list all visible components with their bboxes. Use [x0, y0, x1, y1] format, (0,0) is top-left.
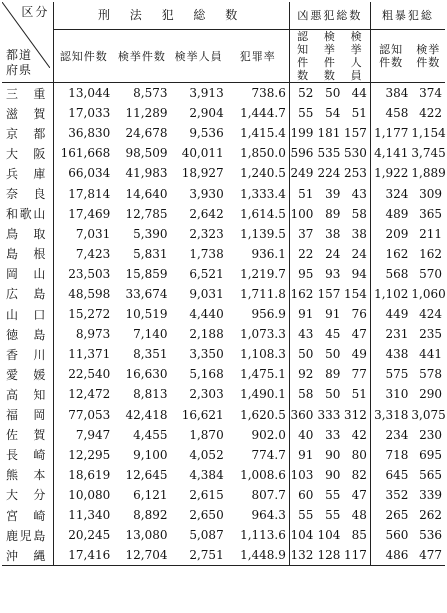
table-cell: 374	[419, 86, 442, 101]
prefecture-name: 岡山	[2, 264, 54, 284]
table-row	[2, 143, 445, 163]
table-cell: 365	[419, 206, 442, 221]
table-cell: 76	[343, 304, 370, 324]
table-cell: 17,469	[68, 206, 111, 221]
table-row	[2, 284, 445, 304]
column-header: 検挙件数	[316, 30, 343, 83]
table-cell: 1,738	[189, 246, 224, 261]
table-row	[2, 264, 445, 284]
table-cell: 47	[343, 324, 370, 344]
table-cell: 51	[343, 384, 370, 404]
table-cell: 1,475.1	[227, 364, 290, 384]
table-cell: 7,947	[75, 427, 111, 442]
prefecture-name: 愛媛	[2, 364, 54, 384]
table-cell: 1,177	[374, 126, 409, 141]
table-cell: 55	[325, 508, 341, 523]
table-cell: 2,188	[189, 327, 224, 342]
table-row	[2, 405, 445, 425]
table-cell: 333	[317, 407, 341, 422]
table-cell: 162	[419, 246, 442, 261]
table-cell: 12,645	[125, 467, 168, 482]
table-cell: 104	[317, 528, 341, 543]
table-cell: 10,519	[125, 307, 168, 322]
crime-statistics-table	[2, 2, 445, 566]
table-cell: 90	[325, 467, 341, 482]
table-row	[2, 505, 445, 525]
table-cell: 18,619	[68, 467, 111, 482]
table-cell: 5,390	[133, 226, 168, 241]
table-row	[2, 304, 445, 324]
table-cell: 249	[290, 166, 314, 181]
table-cell: 103	[290, 467, 314, 482]
table-cell: 265	[385, 508, 409, 523]
table-cell: 94	[343, 264, 370, 284]
table-cell: 489	[385, 206, 409, 221]
table-cell: 6,521	[189, 266, 224, 281]
table-cell: 95	[298, 266, 314, 281]
table-cell: 695	[419, 447, 442, 462]
table-row	[2, 244, 445, 264]
table-cell: 12,785	[125, 206, 168, 221]
table-cell: 104	[290, 528, 314, 543]
prefecture-name: 徳島	[2, 324, 54, 344]
prefecture-name: 山口	[2, 304, 54, 324]
table-cell: 7,031	[75, 226, 111, 241]
table-cell: 438	[385, 347, 409, 362]
table-cell: 50	[325, 86, 341, 101]
prefecture-name: 島根	[2, 244, 54, 264]
table-cell: 535	[317, 146, 341, 161]
table-cell: 3,913	[189, 86, 224, 101]
table-cell: 1,219.7	[227, 264, 290, 284]
table-cell: 22	[298, 246, 314, 261]
table-cell: 157	[317, 286, 341, 301]
table-row	[2, 425, 445, 445]
table-cell: 224	[317, 166, 341, 181]
table-row	[2, 545, 445, 566]
corner-prefecture-label: 都道 府県	[6, 48, 33, 77]
table-row	[2, 445, 445, 465]
table-cell: 18,927	[181, 166, 224, 181]
table-cell: 477	[411, 545, 445, 566]
table-cell: 50	[298, 347, 314, 362]
table-cell: 1,333.4	[227, 183, 290, 203]
table-cell: 12,295	[68, 447, 111, 462]
column-header: 認知件数	[289, 30, 316, 83]
table-cell: 181	[317, 126, 341, 141]
table-row	[2, 224, 445, 244]
table-cell: 85	[343, 525, 370, 545]
table-cell: 98,509	[125, 146, 168, 161]
prefecture-name: 奈良	[2, 183, 54, 203]
table-cell: 1,060	[411, 286, 446, 301]
table-cell: 128	[316, 545, 343, 566]
table-cell: 40,011	[181, 146, 224, 161]
table-cell: 424	[419, 307, 442, 322]
table-cell: 458	[385, 106, 409, 121]
table-cell: 38	[343, 224, 370, 244]
table-cell: 530	[343, 143, 370, 163]
column-header: 検挙件数	[113, 30, 170, 83]
table-cell: 4,384	[189, 467, 224, 482]
table-cell: 22,540	[68, 367, 111, 382]
column-header: 犯罪率	[227, 30, 290, 83]
table-cell: 902.0	[227, 425, 290, 445]
column-header: 認知件数	[370, 30, 411, 83]
table-cell: 536	[419, 528, 442, 543]
table-cell: 1,444.7	[227, 103, 290, 123]
table-cell: 1,240.5	[227, 163, 290, 183]
table-cell: 48	[343, 505, 370, 525]
table-row	[2, 485, 445, 505]
table-cell: 39	[325, 186, 341, 201]
table-cell: 7,140	[133, 327, 168, 342]
table-row	[2, 324, 445, 344]
prefecture-name: 香川	[2, 344, 54, 364]
table-cell: 132	[289, 545, 316, 566]
table-cell: 5,168	[189, 367, 224, 382]
table-row	[2, 103, 445, 123]
table-cell: 55	[298, 106, 314, 121]
prefecture-name: 大分	[2, 485, 54, 505]
table-cell: 43	[343, 183, 370, 203]
table-cell: 11,289	[125, 106, 168, 121]
table-cell: 3,930	[189, 186, 224, 201]
table-cell: 55	[298, 508, 314, 523]
table-cell: 10,080	[68, 487, 111, 502]
table-cell: 12,472	[68, 387, 111, 402]
table-cell: 352	[385, 487, 409, 502]
table-cell: 1,711.8	[227, 284, 290, 304]
table-cell: 50	[325, 347, 341, 362]
table-cell: 1,614.5	[227, 204, 290, 224]
table-cell: 774.7	[227, 445, 290, 465]
table-cell: 211	[419, 226, 442, 241]
table-cell: 5,831	[133, 246, 168, 261]
table-cell: 8,973	[75, 327, 111, 342]
table-cell: 36,830	[68, 126, 111, 141]
table-cell: 1,620.5	[227, 405, 290, 425]
table-cell: 45	[325, 327, 341, 342]
table-cell: 24	[343, 244, 370, 264]
table-cell: 100	[290, 206, 314, 221]
table-cell: 231	[385, 327, 409, 342]
table-cell: 15,272	[68, 307, 111, 322]
table-cell: 58	[298, 387, 314, 402]
table-cell: 157	[343, 123, 370, 143]
table-cell: 162	[385, 246, 409, 261]
table-cell: 52	[298, 86, 314, 101]
group-header-total: 刑 法 犯 総 数	[54, 2, 290, 30]
table-cell: 3,745	[411, 146, 446, 161]
table-cell: 66,034	[68, 166, 111, 181]
table-cell: 235	[419, 327, 442, 342]
table-cell: 441	[419, 347, 442, 362]
table-cell: 161,668	[60, 146, 111, 161]
table-cell: 5,087	[189, 528, 224, 543]
table-cell: 17,416	[54, 545, 113, 566]
column-header: 検挙人員	[343, 30, 370, 83]
table-cell: 2,650	[189, 508, 224, 523]
table-cell: 17,814	[68, 186, 111, 201]
table-cell: 310	[385, 387, 409, 402]
prefecture-name: 三重	[2, 83, 54, 104]
table-cell: 486	[370, 545, 411, 566]
table-cell: 50	[325, 387, 341, 402]
table-cell: 565	[419, 467, 442, 482]
table-cell: 23,503	[68, 266, 111, 281]
table-cell: 2,751	[171, 545, 227, 566]
prefecture-name: 高知	[2, 384, 54, 404]
group-header-violent: 凶悪犯総数	[289, 2, 370, 30]
table-cell: 9,100	[133, 447, 168, 462]
prefecture-name: 鹿児島	[2, 525, 54, 545]
table-cell: 13,080	[125, 528, 168, 543]
corner-category-label: 区分	[21, 5, 50, 19]
table-cell: 1,448.9	[227, 545, 290, 566]
prefecture-name: 広島	[2, 284, 54, 304]
column-header: 認知件数	[54, 30, 113, 83]
table-cell: 1,102	[374, 286, 409, 301]
table-cell: 154	[343, 284, 370, 304]
table-cell: 92	[298, 367, 314, 382]
table-cell: 956.9	[227, 304, 290, 324]
table-cell: 77,053	[68, 407, 111, 422]
table-cell: 339	[419, 487, 442, 502]
table-cell: 575	[385, 367, 409, 382]
table-cell: 324	[385, 186, 409, 201]
prefecture-name: 兵庫	[2, 163, 54, 183]
table-row	[2, 364, 445, 384]
table-cell: 91	[298, 307, 314, 322]
table-cell: 51	[343, 103, 370, 123]
table-cell: 16,621	[181, 407, 224, 422]
table-row	[2, 525, 445, 545]
table-cell: 230	[419, 427, 442, 442]
table-body	[2, 83, 445, 566]
table-cell: 8,892	[133, 508, 168, 523]
table-cell: 9,031	[189, 286, 224, 301]
table-row	[2, 344, 445, 364]
prefecture-name: 長崎	[2, 445, 54, 465]
table-cell: 9,536	[189, 126, 224, 141]
table-cell: 42	[343, 425, 370, 445]
prefecture-name: 佐賀	[2, 425, 54, 445]
table-cell: 1,922	[374, 166, 409, 181]
table-cell: 2,904	[189, 106, 224, 121]
table-cell: 80	[343, 445, 370, 465]
table-cell: 33	[325, 427, 341, 442]
table-cell: 13,044	[68, 86, 111, 101]
table-cell: 58	[343, 204, 370, 224]
table-cell: 253	[343, 163, 370, 183]
table-cell: 199	[290, 126, 314, 141]
table-row	[2, 384, 445, 404]
prefecture-name: 鳥取	[2, 224, 54, 244]
table-cell: 1,113.6	[227, 525, 290, 545]
table-cell: 570	[419, 266, 442, 281]
table-cell: 290	[419, 387, 442, 402]
table-cell: 1,008.6	[227, 465, 290, 485]
table-cell: 1,108.3	[227, 344, 290, 364]
table-cell: 8,813	[133, 387, 168, 402]
table-cell: 596	[290, 146, 314, 161]
table-row	[2, 183, 445, 203]
table-cell: 3,075	[411, 407, 446, 422]
table-row	[2, 204, 445, 224]
table-cell: 1,889	[411, 166, 446, 181]
prefecture-name: 大阪	[2, 143, 54, 163]
table-cell: 312	[343, 405, 370, 425]
table-cell: 449	[385, 307, 409, 322]
table-cell: 7,423	[75, 246, 111, 261]
table-cell: 20,245	[68, 528, 111, 543]
table-cell: 91	[325, 307, 341, 322]
table-cell: 1,154	[411, 126, 446, 141]
table-cell: 262	[419, 508, 442, 523]
table-cell: 8,573	[133, 86, 168, 101]
table-cell: 234	[385, 427, 409, 442]
table-cell: 12,704	[113, 545, 170, 566]
table-cell: 1,415.4	[227, 123, 290, 143]
table-cell: 51	[298, 186, 314, 201]
table-cell: 4,455	[133, 427, 168, 442]
table-row	[2, 465, 445, 485]
table-cell: 422	[419, 106, 442, 121]
prefecture-name: 和歌山	[2, 204, 54, 224]
table-cell: 209	[385, 226, 409, 241]
table-cell: 4,440	[189, 307, 224, 322]
prefecture-name: 沖縄	[2, 545, 54, 566]
table-cell: 117	[343, 545, 370, 566]
table-cell: 645	[385, 467, 409, 482]
table-cell: 2,303	[189, 387, 224, 402]
table-cell: 24	[325, 246, 341, 261]
table-cell: 568	[385, 266, 409, 281]
table-cell: 91	[298, 447, 314, 462]
column-header: 検挙件数	[411, 30, 445, 83]
table-cell: 1,073.3	[227, 324, 290, 344]
table-cell: 77	[343, 364, 370, 384]
table-cell: 1,139.5	[227, 224, 290, 244]
table-header	[2, 2, 445, 83]
table-cell: 48,598	[68, 286, 111, 301]
table-cell: 90	[325, 447, 341, 462]
table-cell: 3,350	[189, 347, 224, 362]
table-cell: 47	[343, 485, 370, 505]
group-header-rough: 粗暴犯総	[370, 2, 445, 30]
table-cell: 8,351	[133, 347, 168, 362]
table-cell: 4,052	[189, 447, 224, 462]
table-cell: 560	[385, 528, 409, 543]
table-cell: 6,121	[133, 487, 168, 502]
table-cell: 738.6	[227, 83, 290, 104]
table-cell: 718	[385, 447, 409, 462]
table-cell: 4,141	[374, 146, 409, 161]
table-cell: 964.3	[227, 505, 290, 525]
table-cell: 38	[325, 226, 341, 241]
table-cell: 89	[325, 367, 341, 382]
table-cell: 936.1	[227, 244, 290, 264]
table-cell: 309	[419, 186, 442, 201]
table-cell: 15,859	[125, 266, 168, 281]
table-cell: 82	[343, 465, 370, 485]
table-cell: 2,615	[189, 487, 224, 502]
table-row	[2, 83, 445, 104]
table-cell: 54	[325, 106, 341, 121]
table-cell: 17,033	[68, 106, 111, 121]
table-cell: 14,640	[125, 186, 168, 201]
table-cell: 1,850.0	[227, 143, 290, 163]
table-row	[2, 163, 445, 183]
prefecture-name: 滋賀	[2, 103, 54, 123]
table-cell: 578	[419, 367, 442, 382]
table-cell: 49	[343, 344, 370, 364]
prefecture-name: 熊本	[2, 465, 54, 485]
table-cell: 93	[325, 266, 341, 281]
table-cell: 2,642	[189, 206, 224, 221]
table-cell: 60	[298, 487, 314, 502]
table-cell: 37	[298, 226, 314, 241]
table-cell: 42,418	[125, 407, 168, 422]
table-cell: 2,323	[189, 226, 224, 241]
table-cell: 89	[325, 206, 341, 221]
table-row	[2, 123, 445, 143]
table-cell: 43	[298, 327, 314, 342]
table-cell: 3,318	[374, 407, 409, 422]
column-header: 検挙人員	[171, 30, 227, 83]
table-cell: 11,340	[68, 508, 111, 523]
corner-header	[2, 2, 54, 83]
prefecture-name: 京都	[2, 123, 54, 143]
table-cell: 807.7	[227, 485, 290, 505]
table-cell: 162	[290, 286, 314, 301]
prefecture-name: 宮崎	[2, 505, 54, 525]
table-cell: 24,678	[125, 126, 168, 141]
table-cell: 41,983	[125, 166, 168, 181]
table-cell: 40	[298, 427, 314, 442]
table-cell: 1,490.1	[227, 384, 290, 404]
prefecture-name: 福岡	[2, 405, 54, 425]
table-cell: 44	[343, 83, 370, 104]
table-cell: 55	[325, 487, 341, 502]
table-cell: 1,870	[189, 427, 224, 442]
table-cell: 11,371	[68, 347, 111, 362]
table-cell: 33,674	[125, 286, 168, 301]
table-cell: 384	[385, 86, 409, 101]
table-cell: 16,630	[125, 367, 168, 382]
table-cell: 360	[290, 407, 314, 422]
